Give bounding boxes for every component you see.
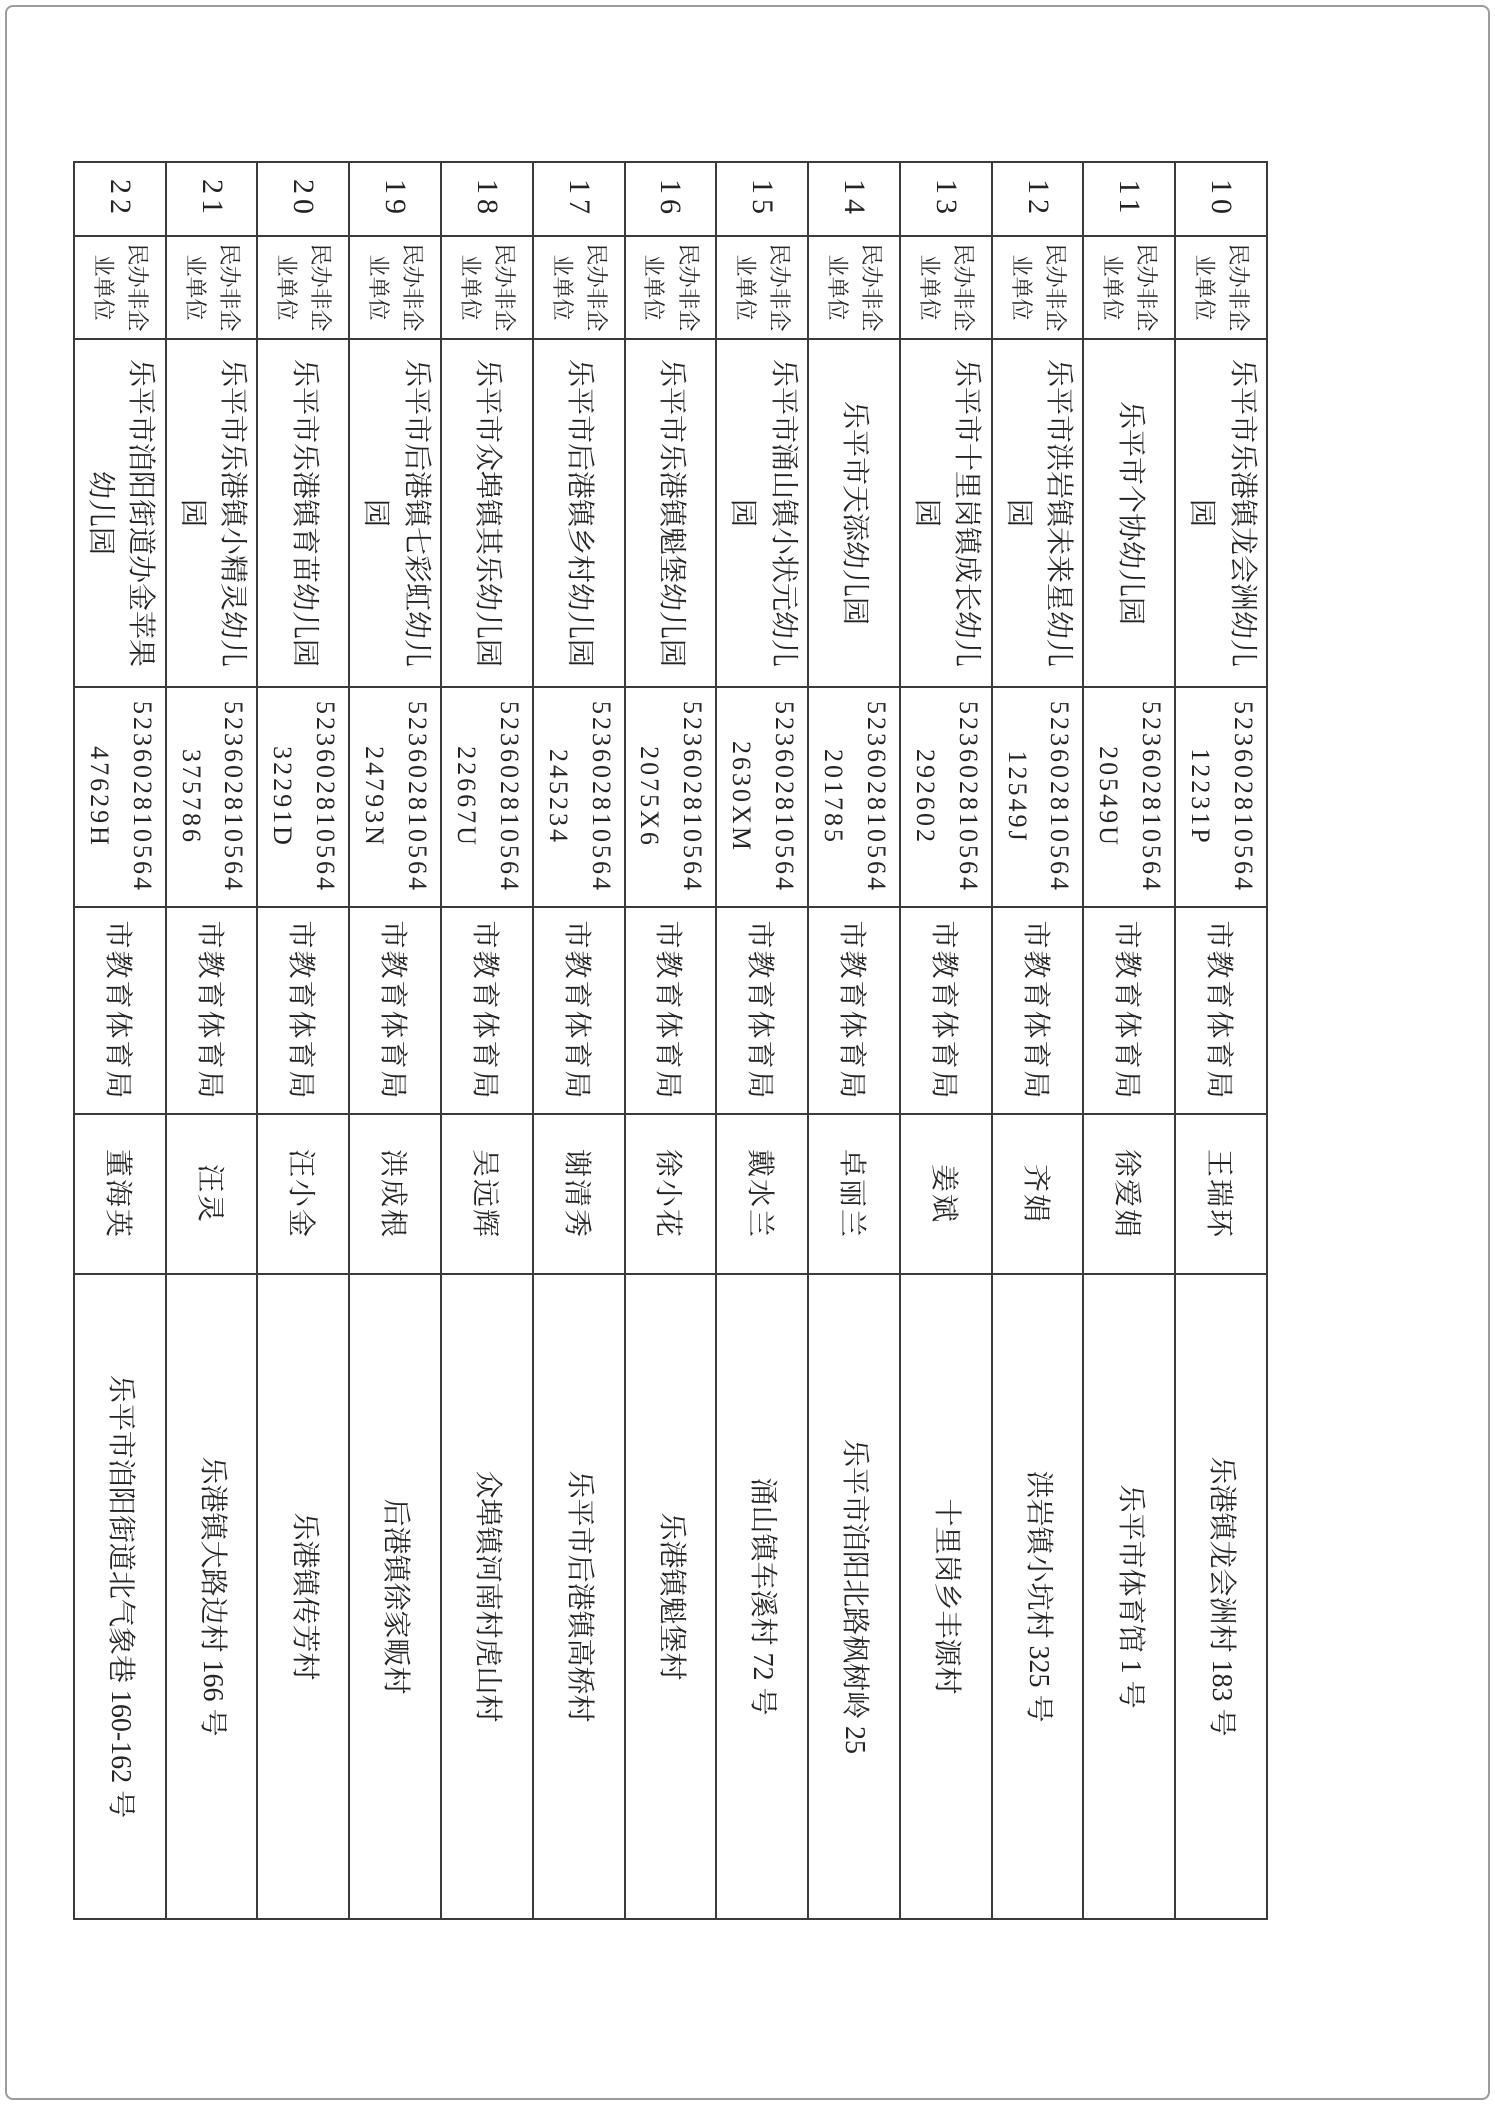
credit-code-cell: 52360281056432291D: [257, 687, 349, 907]
legal-person-cell: 徐小花: [625, 1114, 717, 1274]
credit-code-cell: 523602810564292602: [900, 687, 992, 907]
supervisor-bureau-cell: 市教育体育局: [808, 907, 900, 1114]
credit-code-cell: 52360281056420549U: [1083, 687, 1175, 907]
unit-type-cell: 民办非企业单位: [992, 236, 1084, 339]
row-number-cell: 15: [716, 162, 808, 236]
address-cell: 乐港镇魁堡村: [625, 1274, 717, 1919]
org-name-cell: 乐平市后港镇乡村幼儿园: [533, 339, 625, 687]
unit-type-cell: 民办非企业单位: [1175, 236, 1267, 339]
org-name-cell: 乐平市乐港镇魁堡幼儿园: [625, 339, 717, 687]
table-row: [900, 162, 992, 1919]
supervisor-bureau-cell: 市教育体育局: [900, 907, 992, 1114]
address-cell: 后港镇徐家畈村: [349, 1274, 441, 1919]
credit-code-cell: 523602810564245234: [533, 687, 625, 907]
credit-code-cell: 52360281056412231P: [1175, 687, 1267, 907]
org-name-cell: 乐平市涌山镇小状元幼儿园: [716, 339, 808, 687]
address-cell: 乐平市后港镇高桥村: [533, 1274, 625, 1919]
unit-type-cell: 民办非企业单位: [166, 236, 258, 339]
registry-table: [73, 161, 1268, 1920]
legal-person-cell: 吴远辉: [441, 1114, 533, 1274]
unit-type-cell: 民办非企业单位: [257, 236, 349, 339]
row-number-cell: 14: [808, 162, 900, 236]
table-row: [1083, 162, 1175, 1919]
unit-type-cell: 民办非企业单位: [74, 236, 166, 339]
row-number-cell: 20: [257, 162, 349, 236]
org-name-cell: 乐平市洎阳街道办金苹果幼儿园: [74, 339, 166, 687]
credit-code-cell: 52360281056412549J: [992, 687, 1084, 907]
address-cell: 众埠镇河南村虎山村: [441, 1274, 533, 1919]
credit-code-cell: 52360281056447629H: [74, 687, 166, 907]
row-number-cell: 12: [992, 162, 1084, 236]
legal-person-cell: 董海英: [74, 1114, 166, 1274]
legal-person-cell: 汪小金: [257, 1114, 349, 1274]
row-number-cell: 11: [1083, 162, 1175, 236]
supervisor-bureau-cell: 市教育体育局: [625, 907, 717, 1114]
address-cell: 乐港镇大路边村 166 号: [166, 1274, 258, 1919]
org-name-cell: 乐平市乐港镇小精灵幼儿园: [166, 339, 258, 687]
table-row: [533, 162, 625, 1919]
row-number-cell: 17: [533, 162, 625, 236]
address-cell: 乐平市洎阳北路枫树岭 25: [808, 1274, 900, 1919]
credit-code-cell: 523602810564375786: [166, 687, 258, 907]
table-row: [716, 162, 808, 1919]
legal-person-cell: 王瑞环: [1175, 1114, 1267, 1274]
org-name-cell: 乐平市个协幼儿园: [1083, 339, 1175, 687]
legal-person-cell: 戴水兰: [716, 1114, 808, 1274]
address-cell: 洪岩镇小坑村 325 号: [992, 1274, 1084, 1919]
org-name-cell: 乐平市十里岗镇成长幼儿园: [900, 339, 992, 687]
row-number-cell: 18: [441, 162, 533, 236]
unit-type-cell: 民办非企业单位: [716, 236, 808, 339]
row-number-cell: 22: [74, 162, 166, 236]
unit-type-cell: 民办非企业单位: [808, 236, 900, 339]
credit-code-cell: 52360281056424793N: [349, 687, 441, 907]
legal-person-cell: 卓丽兰: [808, 1114, 900, 1274]
supervisor-bureau-cell: 市教育体育局: [1175, 907, 1267, 1114]
row-number-cell: 16: [625, 162, 717, 236]
legal-person-cell: 齐娟: [992, 1114, 1084, 1274]
supervisor-bureau-cell: 市教育体育局: [441, 907, 533, 1114]
unit-type-cell: 民办非企业单位: [625, 236, 717, 339]
unit-type-cell: 民办非企业单位: [533, 236, 625, 339]
table-row: [257, 162, 349, 1919]
legal-person-cell: 洪成根: [349, 1114, 441, 1274]
supervisor-bureau-cell: 市教育体育局: [257, 907, 349, 1114]
supervisor-bureau-cell: 市教育体育局: [533, 907, 625, 1114]
supervisor-bureau-cell: 市教育体育局: [166, 907, 258, 1114]
credit-code-cell: 5236028105642075X6: [625, 687, 717, 907]
supervisor-bureau-cell: 市教育体育局: [349, 907, 441, 1114]
table-row: [992, 162, 1084, 1919]
address-cell: 涌山镇车溪村 72 号: [716, 1274, 808, 1919]
address-cell: 乐平市体育馆 1 号: [1083, 1274, 1175, 1919]
credit-code-cell: 523602810564201785: [808, 687, 900, 907]
table-row: [74, 162, 166, 1919]
address-cell: 乐港镇传芳村: [257, 1274, 349, 1919]
credit-code-cell: 52360281056422667U: [441, 687, 533, 907]
legal-person-cell: 谢清秀: [533, 1114, 625, 1274]
org-name-cell: 乐平市天添幼儿园: [808, 339, 900, 687]
supervisor-bureau-cell: 市教育体育局: [716, 907, 808, 1114]
org-name-cell: 乐平市乐港镇育苗幼儿园: [257, 339, 349, 687]
table-row: [625, 162, 717, 1919]
row-number-cell: 19: [349, 162, 441, 236]
supervisor-bureau-cell: 市教育体育局: [1083, 907, 1175, 1114]
address-cell: 乐港镇龙会洲村 183 号: [1175, 1274, 1267, 1919]
org-name-cell: 乐平市洪岩镇未来星幼儿园: [992, 339, 1084, 687]
credit-code-cell: 5236028105642630XM: [716, 687, 808, 907]
unit-type-cell: 民办非企业单位: [1083, 236, 1175, 339]
org-name-cell: 乐平市众埠镇其乐幼儿园: [441, 339, 533, 687]
unit-type-cell: 民办非企业单位: [349, 236, 441, 339]
legal-person-cell: 徐爱娟: [1083, 1114, 1175, 1274]
table-row: [349, 162, 441, 1919]
legal-person-cell: 汪灵: [166, 1114, 258, 1274]
row-number-cell: 21: [166, 162, 258, 236]
address-cell: 乐平市洎阳街道北气象巷 160-162 号: [74, 1274, 166, 1919]
legal-person-cell: 姜斌: [900, 1114, 992, 1274]
org-name-cell: 乐平市后港镇七彩虹幼儿园: [349, 339, 441, 687]
table-body: [74, 162, 1267, 1919]
table-row: [441, 162, 533, 1919]
unit-type-cell: 民办非企业单位: [441, 236, 533, 339]
table-row: [808, 162, 900, 1919]
row-number-cell: 13: [900, 162, 992, 236]
address-cell: 十里岗乡丰源村: [900, 1274, 992, 1919]
row-number-cell: 10: [1175, 162, 1267, 236]
table-row: [1175, 162, 1267, 1919]
unit-type-cell: 民办非企业单位: [900, 236, 992, 339]
table-row: [166, 162, 258, 1919]
supervisor-bureau-cell: 市教育体育局: [74, 907, 166, 1114]
supervisor-bureau-cell: 市教育体育局: [992, 907, 1084, 1114]
org-name-cell: 乐平市乐港镇龙会洲幼儿园: [1175, 339, 1267, 687]
